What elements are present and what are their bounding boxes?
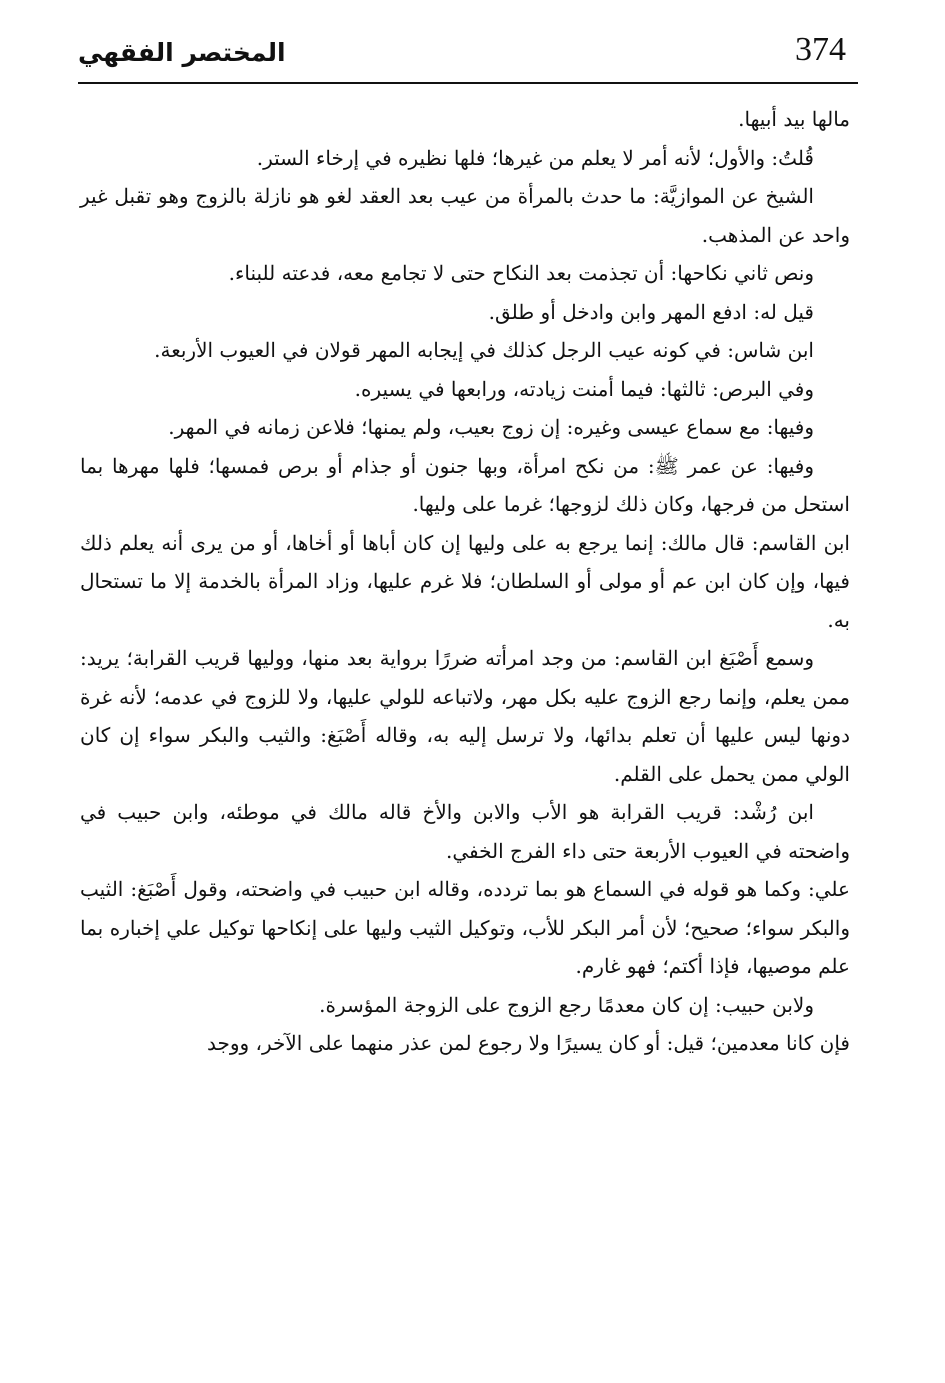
- paragraph: الشيخ عن الموازيَّة: ما حدث بالمرأة من عيب بعد العقد لغو هو نازلة بالزوج وهو تقبل غير واحد عن المذهب.: [80, 184, 850, 247]
- paragraph: فإن كانا معدمين؛ قيل: أو كان يسيرًا ولا رجوع لمن عذر منهما على الآخر، ووجد: [206, 1031, 850, 1055]
- paragraph: وفيها: مع سماع عيسى وغيره: إن زوج بعيب، ولم يمنها؛ فلاعن زمانه في المهر.: [168, 415, 814, 439]
- paragraph: ابن القاسم: قال مالك: إنما يرجع به على وليها إن كان أباها أو أخاها، أو من يرى أنه يعلم ذلك فيها، وإن كان ابن عم أو مولى أو السلطان؛ فلا غرم عليها، وزاد المرأة بالخدمة إلا ما تستحال به.: [80, 530, 850, 632]
- paragraph: ابن رُشْد: قريب القرابة هو الأب والابن والأخ قاله مالك في موطئه، وابن حبيب في واضحته في العيوب الأربعة حتى داء الفرج الخفي.: [80, 800, 850, 863]
- page-number: 374: [795, 31, 846, 68]
- paragraph: مالها بيد أبيها.: [738, 107, 850, 131]
- page-header: [78, 30, 858, 92]
- header-rule: [78, 82, 858, 84]
- paragraph: ابن شاس: في كونه عيب الرجل كذلك في إيجابه المهر قولان في العيوب الأربعة.: [154, 338, 814, 362]
- paragraph: ونص ثاني نكاحها: أن تجذمت بعد النكاح حتى لا تجامع معه، فدعته للبناء.: [228, 261, 814, 285]
- body-text: [80, 100, 850, 1063]
- paragraph: ولابن حبيب: إن كان معدمًا رجع الزوج على الزوجة المؤسرة.: [319, 992, 814, 1017]
- paragraph: قُلتُ: والأول؛ لأنه أمر لا يعلم من غيرها؛ فلها نظيره في إرخاء الستر.: [256, 145, 814, 170]
- paragraph: وسمع أَصْبَغ ابن القاسم: من وجد امرأته ضررًا برواية بعد منها، ووليها قريب القرابة؛ يريد: ممن يعلم، وإنما رجع الزوج عليه بكل مهر، ولاتباعه للولي عليها، ولا للزوج في عدمه؛ لأنه غرة دونها ليس عليها أن تعلم بدائها، ولا ترسل إليه به، وقاله أَصْبَغ: والثيب والبكر سواء إن كان الولي ممن يحمل على القلم.: [80, 646, 850, 786]
- running-title: المختصر الفقهي: [78, 38, 286, 67]
- paragraph: وفي البرص: ثالثها: فيما أمنت زيادته، ورابعها في يسيره.: [354, 376, 814, 401]
- paragraph: قيل له: ادفع المهر وابن وادخل أو طلق.: [488, 299, 814, 324]
- paragraph: علي: وكما هو قوله في السماع هو بما تردده، وقاله ابن حبيب في واضحته، وقول أَصْبَغ: الثيب والبكر سواء؛ صحيح؛ لأن أمر البكر للأب، وتوكيل الثيب وليها على إنكاحها توكيل علي إخباره بما علم موصيها، فإذا أكتم؛ فهو غارم.: [80, 877, 850, 978]
- paragraph: وفيها: عن عمر ﷺ: من نكح امرأة، وبها جنون أو جذام أو برص فمسها؛ فلها مهرها بما استحل من فرجها، وكان ذلك لزوجها؛ غرما على وليها.: [80, 453, 850, 516]
